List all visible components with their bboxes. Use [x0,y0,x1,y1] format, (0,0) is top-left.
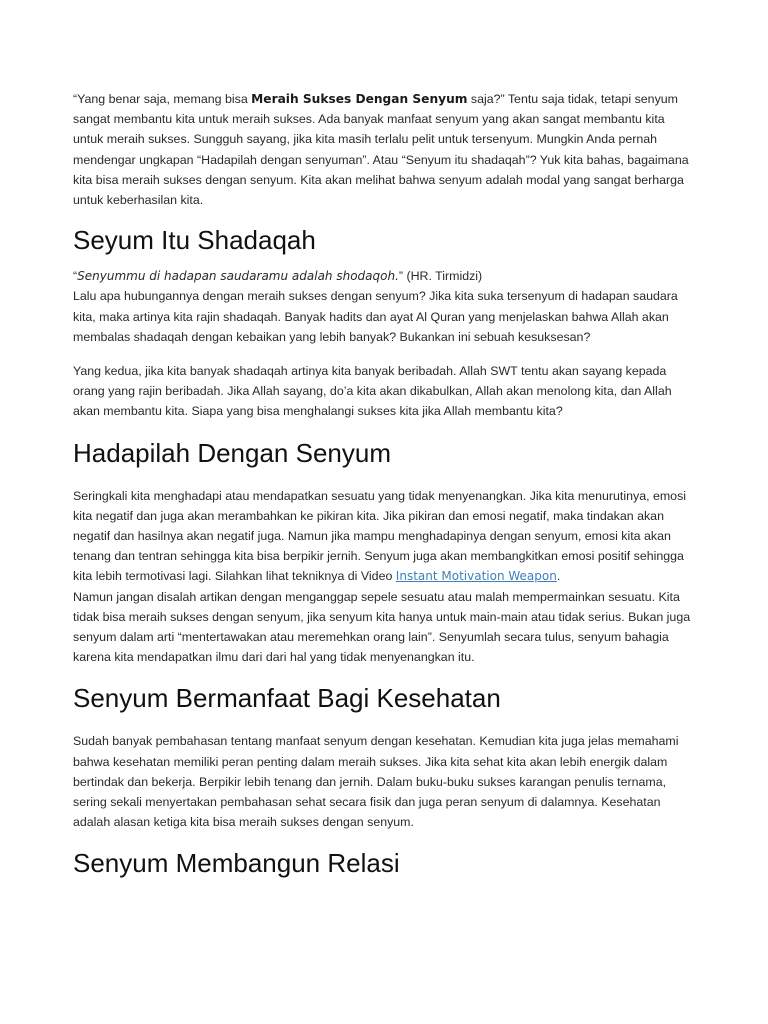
heading-seyum-itu-shadaqah: Seyum Itu Shadaqah [73,225,316,256]
heading-senyum-membangun-relasi: Senyum Membangun Relasi [73,848,400,879]
hadapilah-text: Seringkali kita menghadapi atau mendapatkan sesuatu yang tidak menyenangkan. Jika kita menurutinya, emosi kita negatif dan juga akan merambahkan ke pikiran kita. Jika pikiran dan emosi negatif, maka tindakan akan negatif dan hasilnya akan negatif juga. Namun jika mampu menghadapinya dengan senyum, emosi kita akan tenang dan tentran sehingga kita bisa berpikir jernih. Senyum juga akan membangkitkan emosi positif sehingga kita lebih termotivasi lagi. Silahkan lihat tekniknya di Video [73,488,687,584]
article [73,89,698,879]
hadapilah-paragraph-1 [73,486,698,587]
heading-senyum-bermanfaat-bagi-kesehatan: Senyum Bermanfaat Bagi Kesehatan [73,683,501,714]
shadaqah-paragraph-2: Yang kedua, jika kita banyak shadaqah artinya kita banyak beribadah. Allah SWT tentu akan sayang kepada orang yang rajin beribadah. Jika Allah sayang, do’a kita akan dikabulkan, Allah akan menolong kita, dan Allah akan membantu kita. Siapa yang bisa menghalangi sukses kita jika Allah membantu kita? [73,364,672,419]
intro-rest-text: saja?” Tentu saja tidak, tetapi senyum sangat membantu kita untuk meraih sukses. Ada banyak manfaat senyum yang akan sangat membantu kita untuk meraih sukses. Sungguh sayang, jika kita masih terlalu pelit untuk tersenyum. Mungkin Anda pernah mendengar ungkapan “Hadapilah dengan senyuman”. Atau “Senyum itu shadaqah”? Yuk kita bahas, bagaimana kita bisa meraih sukses dengan senyum. Kita akan melihat bahwa senyum adalah modal yang sangat berharga untuk keberhasilan kita. [73,92,689,208]
shadaqah-paragraph-1: Lalu apa hubungannya dengan meraih sukses dengan senyum? Jika kita suka tersenyum di hadapan saudara kita, maka artinya kita rajin shadaqah. Banyak hadits dan ayat Al Quran yang menjelaskan bahwa Allah akan membalas shadaqah dengan kebaikan yang lebih banyak? Bukankan ini sebuah kesuksesan? [73,289,678,344]
hadapilah-period: . [556,569,561,584]
hadith-quote [73,266,698,286]
instant-motivation-weapon-link[interactable]: Instant Motivation Weapon [395,569,557,584]
intro-bold-phrase: Meraih Sukses Dengan Senyum [251,92,468,106]
kesehatan-paragraph: Sudah banyak pembahasan tentang manfaat senyum dengan kesehatan. Kemudian kita juga jelas memahami bahwa kesehatan memiliki peran penting dalam meraih sukses. Jika kita sehat kita akan lebih energik dalam bertindak dan bekerja. Berpikir lebih tenang dan jernih. Dalam buku-buku sukses karangan penulis ternama, sering sekali menyertakan pembahasan sehat secara fisik dan juga peran senyum di dalamnya. Kesehatan adalah alasan ketiga kita bisa meraih sukses dengan senyum. [73,734,679,830]
intro-open-text: “Yang benar saja, memang bisa [73,92,252,106]
hadapilah-paragraph-2: Namun jangan disalah artikan dengan menganggap sepele sesuatu atau malah mempermainkan sesuatu. Kita tidak bisa meraih sukses dengan senyum, jika senyum kita hanya untuk main-main atau tidak serius. Bukan juga senyum dalam arti “mentertawakan atau meremehkan orang lain”. Senyumlah secara tulus, senyum bahagia karena kita mendapatkan ilmu dari dari hal yang tidak menyenangkan itu. [73,589,691,665]
intro-paragraph [73,89,698,210]
quote-source: ” (HR. Tirmidzi) [398,269,483,284]
heading-hadapilah-dengan-senyum: Hadapilah Dengan Senyum [73,437,391,468]
quote-open-mark: “ [73,269,78,284]
quote-italic-text: Senyummu di hadapan saudaramu adalah shodaqoh. [77,269,399,284]
